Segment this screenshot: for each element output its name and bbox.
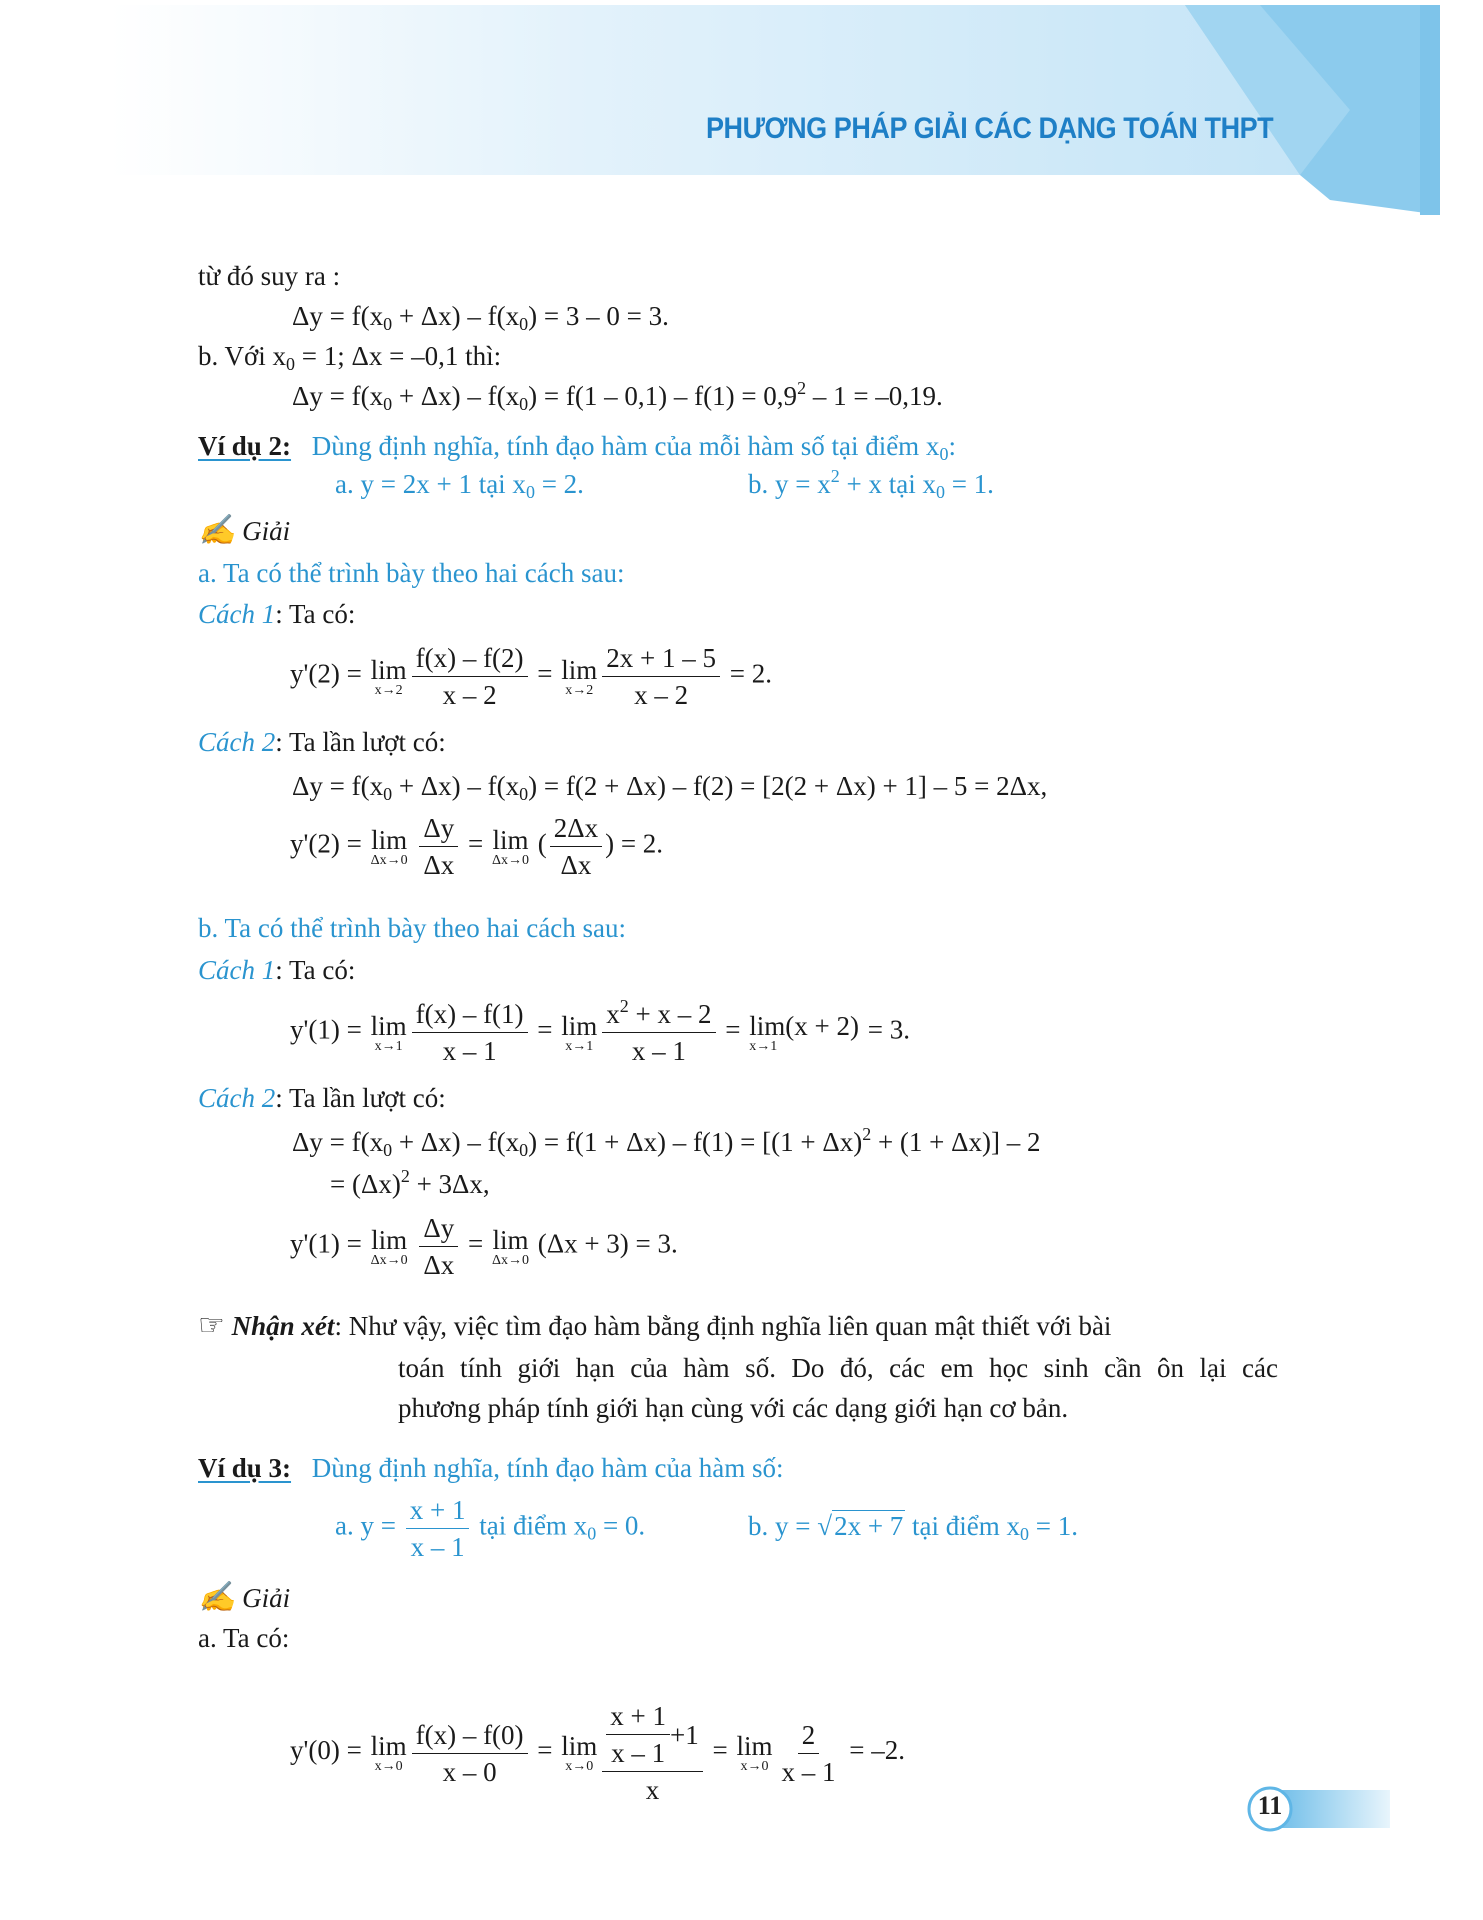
pencil-hand-icon: ✍ [198,1581,236,1614]
example-3-b: b. y = √2x + 7 tại điểm $x_0 = 1$. [748,1511,1079,1544]
equation-dy-b-cont: = $(\Delta x)^2 + 3\Delta x$, [330,1166,490,1199]
solution-heading: ✍ Giải [198,514,291,547]
remark-line-2: toán tính giới hạn của hàm số. Do đó, các em học sinh cần ôn lại các [398,1353,1278,1383]
equation-dy-a: $\Delta y = f(x_0 + \Delta x) - f(x_0) = f(2 + \Delta x) - f(2) = [2(2 + \Delta x) + 1] - 5 = 2\Delta x$, [292,771,1048,804]
method-2-label: Cách 2: Ta lần lượt có: [198,1083,446,1113]
part-a3-intro: a. Ta có: [198,1623,290,1653]
remark-line-1: ☞ Nhận xét: Như vậy, việc tìm đạo hàm bằng định nghĩa liên quan mật thiết với bài [198,1309,1112,1342]
equation-line: $\Delta y = f(x_0 + \Delta x) - f(x_0) = f(1 - 0,1) - f(1) = 0,9^2 - 1 = -0,19$. [292,378,943,414]
equation-y1-method2: y'(1) = lim Δx→0 $\frac{\Delta y}{\Delta x}$ = lim Δx→0 (Δx + 3) = 3. [290,1213,678,1280]
pointing-hand-icon: ☞ [198,1309,225,1342]
method-1-label: Cách 1: Ta có: [198,955,356,985]
method-1-label: Cách 1: Ta có: [198,599,356,629]
part-a-intro: a. Ta có thể trình bày theo hai cách sau: [198,558,625,588]
equation-line: $\Delta y = f(x_0 + \Delta x) - f(x_0) = 3 - 0 = 3$. [292,301,669,334]
equation-y2-method1: y'(2) = lim x→2 $\frac{f(x) - f(2)}{x - 2}$ = lim x→2 $\frac{2x + 1 - 5}{x - 2}$ = 2. [290,643,773,710]
header-banner [0,0,1483,215]
example-3-a: a. y = $\frac{x + 1}{x - 1}$ tại điểm $x_0 = 0$. [335,1495,646,1562]
example-label: Ví dụ 2: [198,431,292,461]
example-2-heading: Ví dụ 2: Dùng định nghĩa, tính đạo hàm của mỗi hàm số tại điểm $x_0$: [198,431,956,464]
equation-y2-method2: y'(2) = lim Δx→0 $\frac{\Delta y}{\Delta x}$ = lim Δx→0 ( $\frac{2\Delta x}{\Delta x}$ ) = 2. [290,813,664,880]
text-line: b. Với $x_0 = 1$; Δx = –0,1 thì: [198,341,502,374]
pencil-hand-icon: ✍ [198,514,236,547]
example-2-b: b. $y = x^2 + x$ tại $x_0 = 1$. [748,466,994,502]
text-line: từ đó suy ra : [198,261,341,291]
equation-y1-method1: y'(1) = lim x→1 $\frac{f(x) - f(1)}{x - 1}$ = lim x→1 $\frac{x^2 + x - 2}{x - 1}$ = lim(x + 2) x→1 = 3. [290,996,910,1066]
remark-line-3: phương pháp tính giới hạn cùng với các dạng giới hạn cơ bản. [398,1393,1069,1423]
sqrt-icon: √ [817,1511,833,1541]
part-b-intro: b. Ta có thể trình bày theo hai cách sau: [198,913,626,943]
equation-dy-b: $\Delta y = f(x_0 + \Delta x) - f(x_0) = f(1 + \Delta x) - f(1) = [(1 + \Delta x)^2 + (1 + \Delta x)] - 2$ [292,1124,1041,1160]
header-title: PHƯƠNG PHÁP GIẢI CÁC DẠNG TOÁN THPT [706,112,1274,145]
page-number: 11 [1257,1791,1283,1820]
example-3-heading: Ví dụ 3: Dùng định nghĩa, tính đạo hàm của hàm số: [198,1453,784,1483]
example-label: Ví dụ 3: [198,1453,292,1483]
method-2-label: Cách 2: Ta lần lượt có: [198,727,446,757]
solution-heading: ✍ Giải [198,1581,291,1614]
equation-y0: y'(0) = lim x→0 $\frac{f(x) - f(0)}{x - 0}$ = lim x→0 $\frac{x + 1}{x - 1}$ +1 x = lim x→0 $\frac{2}{x - 1}$ = –2. [290,1701,905,1805]
example-2-a: a. y = 2x + 1 tại $x_0 = 2$. [335,469,584,502]
